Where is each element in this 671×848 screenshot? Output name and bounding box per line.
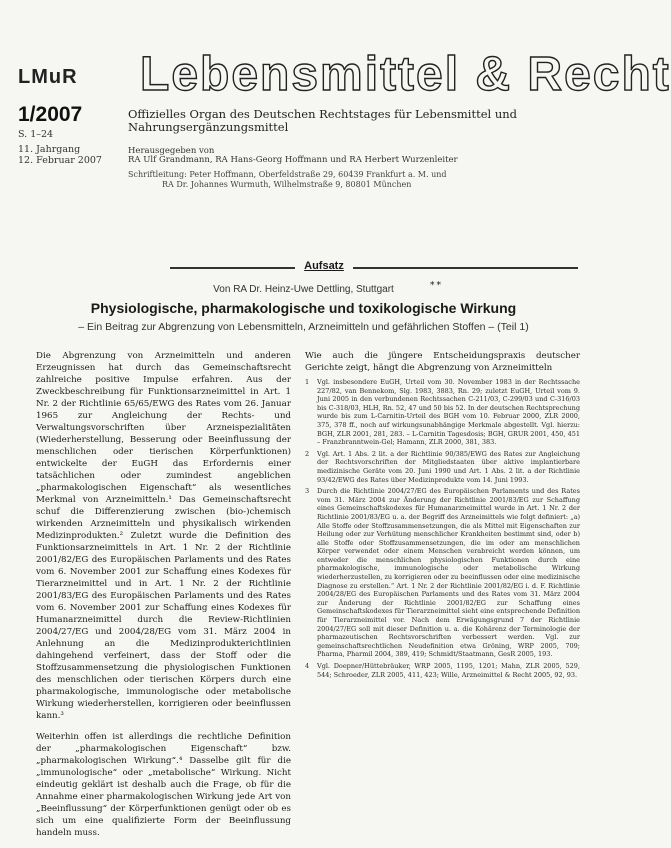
body-column-right [305,350,580,682]
editorial-office-line: Schriftleitung: Peter Hoffmann, Oberfeldstraße 29, 60439 Frankfurt a. M. und [128,170,447,179]
journal-title: Lebensmittel & Recht [140,48,671,101]
footnote-text: Vgl. insbesondere EuGH, Urteil vom 30. November 1983 in der Rechtssache 227/82, van Bennekom, Slg. 1983, 3883, Rn. 29; zuletzt EuGH, Urteil vom 9. Juni 2005 in den verbundenen Rechtssachen C-211/03, C-299/03 und C-316/03 bis C-318/03, HLH, Rn. 52, 47 und 50 bis 52. In der deutschen Rechtsprechung wurde bis zum L-Carnitin-Urteil des BGH vom 10. Februar 2000, ZLR 2000, 375, 378 ff., noch auf wirkungsunabhängige Merkmale abgestellt. Vgl. hierzu: BGH, ZLR 2001, 281, 283. – L-Carnitin Tagesdosis; BGH, GRUR 2001, 450, 451 – Franzbranntwein-Gel; Hamann, ZLR 2000, 381, 383. [317,378,580,447]
editors-label: Herausgegeben von [128,146,215,156]
body-paragraph: Wie auch die jüngere Entscheidungspraxis deutscher Gerichte zeigt, hängt die Abgrenzung von Arzneimitteln [305,351,580,373]
section-rule-left [170,267,295,269]
footnote-text: Vgl. Art. 1 Abs. 2 lit. a der Richtlinie 90/385/EWG des Rates zur Angleichung der Rechtsvorschriften der Mitgliedstaaten über aktive implantierbare medizinische Geräte vom 20. Juni 1990 und Art. 1 Abs. 2 lit. a der Richtlinie 93/42/EWG des Rates über Medizinprodukte vom 14. Juni 1993. [317,449,580,484]
footnote-number: 3 [305,487,310,496]
article-title: Physiologische, pharmakologische und toxikologische Wirkung [90,300,517,316]
footnote [305,662,580,679]
section-label: Aufsatz [304,260,344,272]
official-organ-text: Offizielles Organ des Deutschen Rechtstages für Lebensmittel und Nahrungsergänzungsmittel [128,107,518,134]
footnote-text: Durch die Richtlinie 2004/27/EG des Europäischen Parlaments und des Rates vom 31. März 2004 zur Änderung der Richtlinie 2001/83/EG zur Schaffung eines Gemeinschaftskodexes für Humanarzneimittel wurde in Art. 1 Nr. 2 der Richtlinie 2001/83/EG u. a. der Begriff des Arzneimittels wie folgt definiert: „a) Alle Stoffe oder Stoffzusammensetzungen, die als Mittel mit Eigenschaften zur Heilung oder zur Verhütung menschlicher Krankheiten bestimmt sind, oder b) alle Stoffe oder Stoffzusammensetzungen, die im oder am menschlichen Körper verwendet oder einem Menschen verabreicht werden können, um entweder die menschlichen physiologischen Funktionen durch eine pharmakologische, immunologische oder metabolische Wirkung wiederherzustellen, zu korrigieren oder zu beeinflussen oder eine medizinische Diagnose zu erstellen.“ Art. 1 Nr. 2 der Richtlinie 2001/82/EG i. d. F. Richtlinie 2004/28/EG des Europäischen Parlaments und des Rates vom 31. März 2004 zur Änderung der Richtlinie 2001/82/EG zur Schaffung eines Gemeinschaftskodexes für Tierarzneimittel sieht eine entsprechende Definition für Tierarzneimittel vor. Nach dem Erwägungsgrund 7 der Richtlinie 2004/27/EG soll mit dieser Definition u. a. die Kohärenz der Terminologie der pharmazeutischen Rechtsvorschriften verbessert werden. Vgl. zur gemeinschaftsrechtlichen Neudefinition etwa Gröning, WRP 2005, 709; Pharma, Pharmil 2004, 389, 419; Schmidt/Staatmann, GesR 2005, 193. [317,487,580,659]
body-paragraph: Die Abgrenzung von Arzneimitteln und anderen Erzeugnissen hat durch das Gemeinschaftsrecht zahlreiche positive Impulse erfahren. Aus der Zweckbeschreibung für Funktionsarzneimittel in Art. 1 Nr. 2 der Richtlinie 65/65/EWG des Rates vom 26. Januar 1965 zur Angleichung der Rechts- und Verwaltungsvorschriften über Arzneispezialitäten (Wiederherstellung, Besserung oder Beeinflussung der menschlichen oder tierischen Körperfunktionen) entwickelte der EuGH das Erfordernis einer tatsächlichen oder zumindest angeblichen „pharmakologischen Eigenschaft“ als wesentliches Merkmal von Arzneimitteln.¹ Das Gemeinschaftsrecht schuf die Differenzierung zwischen (bio-)chemisch wirkenden Arzneimitteln und physikalisch wirkenden Medizinprodukten.² Zuletzt wurde die Definition des Funktionsarzneimittels in Art. 1 Nr. 2 der Richtlinie 2001/82/EG des Europäischen Parlaments und des Rates vom 6. November 2001 zur Schaffung eines Kodexes für Tierarzneimittel und in Art. 1 Nr. 2 der Richtlinie 2001/83/EG des Europäischen Parlaments und des Rates vom 6. November 2001 zur Schaffung eines Kodexes für Humanarzneimittel durch die Review-Richtlinien 2004/27/EG und 2004/28/EG vom 31. März 2004 in Anlehnung an die Medizinprodukterichtlinien dahingehend verfeinert, dass der Stoff oder die Stoffzusammensetzung die physiologischen Funktionen des menschlichen oder tierischen Körpers durch eine pharmakologische, immunologische oder metabolische Wirkung wiederherstellen, korrigieren oder beeinflussen kann.³ [36,351,291,721]
article-author: Von RA Dr. Heinz-Uwe Dettling, Stuttgart [213,284,394,295]
editors-names: RA Ulf Grandmann, RA Hans-Georg Hoffmann und RA Herbert Wurzenleiter [128,155,458,165]
footnote-text: Vgl. Doepner/Hüttebräuker, WRP 2005, 1195, 1201; Mahn, ZLR 2005, 529, 544; Schroeder, ZLR 2005, 411, 423; Wille, Arzneimittel & Recht 2005, 92, 93. [317,662,580,679]
footnote [305,378,580,447]
section-rule-right [353,267,578,269]
footnote-number: 4 [305,662,310,670]
footnote-number: 1 [305,378,310,386]
body-paragraph: Weiterhin offen ist allerdings die rechtliche Definition der „pharmakologischen Eigenschaft“ bzw. „pharmakologischen Wirkung“.⁴ Dasselbe gilt für die „immunologische“ oder „metabolische“ Wirkung. Nicht eindeutig geklärt ist deshalb auch die Frage, ob für die Annahme einer pharmakologischen Wirkung jede Art von „Beeinflussung“ der Körperfunktionen genügt oder ob es sich um eine qualifizierte Form der Beeinflussung handeln muss. [36,732,291,838]
issue-pages: S. 1–24 [18,129,54,140]
issue-volume: 11. Jahrgang [18,144,81,155]
body-column-left [36,350,291,848]
footnote [305,450,580,484]
article-subtitle: – Ein Beitrag zur Abgrenzung von Lebensmitteln, Arzneimitteln und gefährlichen Stoffen – (Teil 1) [78,321,529,333]
journal-abbreviation: LMuR [18,66,78,88]
footnote [305,487,580,659]
author-footnote-mark: ** [430,281,443,291]
issue-number: 1/2007 [18,103,83,126]
issue-date: 12. Februar 2007 [18,155,102,166]
footnote-number: 2 [305,449,310,458]
editorial-office-line: RA Dr. Johannes Wurmuth, Wilhelmstraße 9, 80801 München [162,180,412,189]
